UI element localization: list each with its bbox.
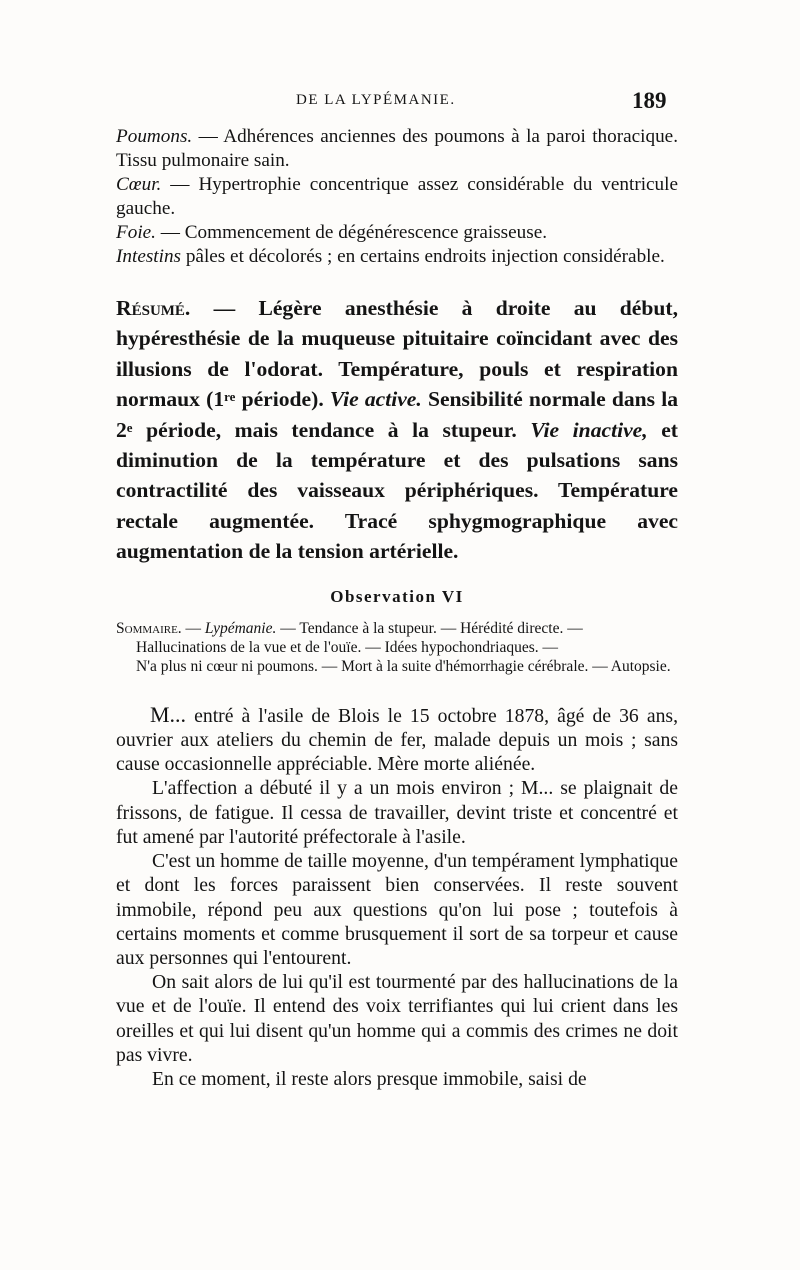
resume-paragraph xyxy=(116,293,678,567)
finding-text: — Adhérences anciennes des poumons à la paroi thoracique. Tissu pulmonaire sain. xyxy=(116,126,678,171)
case-paragraph: L'affection a débuté il y a un mois environ ; M... se plaignait de frissons, de fatigue. Il cessa de travailler, devint triste et concentré et fut amené par l'autorité préfectorale à l'asile. xyxy=(116,777,678,848)
resume-text: période, mais tendance à la stupeur. xyxy=(132,417,531,442)
organ-label: Foie. xyxy=(116,222,156,243)
resume-vie-inactive: Vie inactive, xyxy=(530,417,648,442)
summary-lypemanie: Lypémanie. xyxy=(204,619,277,637)
finding-liver xyxy=(116,221,678,245)
finding-text: pâles et décolorés ; en certains endroits injection considérable. xyxy=(181,246,665,267)
resume-superscript: re xyxy=(224,389,236,405)
case-narrative xyxy=(116,703,678,1091)
organ-label: Intestins xyxy=(116,246,182,267)
case-paragraph: On sait alors de lui qu'il est tourmenté par des hallucinations de la vue et de l'ouïe. Il entend des voix terrifiantes qui lui crient dans les oreilles et qui lui disent qu'un homme qui a commis des crimes ne doit pas vivre. xyxy=(116,971,678,1066)
running-title: DE LA LYPÉMANIE. xyxy=(296,92,456,108)
summary-line: Hallucinations de la vue et de l'ouïe. — Idées hypochondriaques. — xyxy=(136,639,559,657)
finding-intestines xyxy=(116,245,678,269)
case-paragraph: En ce moment, il reste alors presque immobile, saisi de xyxy=(152,1067,587,1090)
finding-text: — Hypertrophie concentrique assez considérable du ventricule gauche. xyxy=(116,174,678,219)
resume-text: période). xyxy=(235,387,330,412)
case-text: entré à l'asile de Blois le 15 octobre 1878, âgé de 36 ans, ouvrier aux ateliers du chemin de fer, malade depuis un mois ; sans cause occasionnelle appréciable. Mère morte aliénée. xyxy=(116,704,678,776)
resume-text: et diminution de la température et des pulsations sans contractilité des vaisseaux périphériques. Température rectale augmentée. Tracé sphygmographique avec augmentation de la tension artérielle. xyxy=(116,417,678,564)
summary-text: — Tendance à la stupeur. — Hérédité directe. — xyxy=(276,619,583,637)
finding-text: — Commencement de dégénérescence graisseuse. xyxy=(155,222,548,243)
autopsy-findings xyxy=(116,125,678,269)
page-number: 189 xyxy=(632,88,667,113)
body-text xyxy=(116,125,678,1091)
summary-line: N'a plus ni cœur ni poumons. — Mort à la suite d'hémorrhagie cérébrale. — Autopsie. xyxy=(136,658,671,676)
observation-heading: Observation VI xyxy=(330,586,464,606)
resume-text: — Légère anesthésie à droite au début, hypéresthésie de la muqueuse pituitaire coïncidant avec des illusions de l'odorat. Température, pouls et respiration normaux (1 xyxy=(116,296,678,412)
resume-section xyxy=(116,293,678,567)
running-head xyxy=(0,88,800,118)
summary-line xyxy=(116,619,678,638)
organ-label: Cœur. xyxy=(116,174,162,195)
summary-text: — xyxy=(181,619,205,637)
case-paragraph: C'est un homme de taille moyenne, d'un tempérament lymphatique et dont les forces paraissent bien conservées. Il reste souvent immobile, répond peu aux questions qu'on lui pose ; toutefois à certains moments et comme brusquement il sort de sa torpeur et cause aux personnes qui l'entourent. xyxy=(116,850,678,969)
resume-label: Résumé. xyxy=(116,296,191,320)
finding-heart xyxy=(116,173,678,221)
summary-label: Sommaire. xyxy=(116,619,182,637)
patient-initial: M... xyxy=(150,701,187,727)
summary-section xyxy=(116,619,678,677)
resume-vie-active: Vie active. xyxy=(329,387,422,412)
resume-text: Sensibilité normale dans la 2 xyxy=(116,387,678,442)
organ-label: Poumons. xyxy=(116,126,193,147)
resume-superscript: e xyxy=(126,419,133,435)
case-paragraph xyxy=(116,703,678,777)
finding-lungs xyxy=(116,125,678,173)
